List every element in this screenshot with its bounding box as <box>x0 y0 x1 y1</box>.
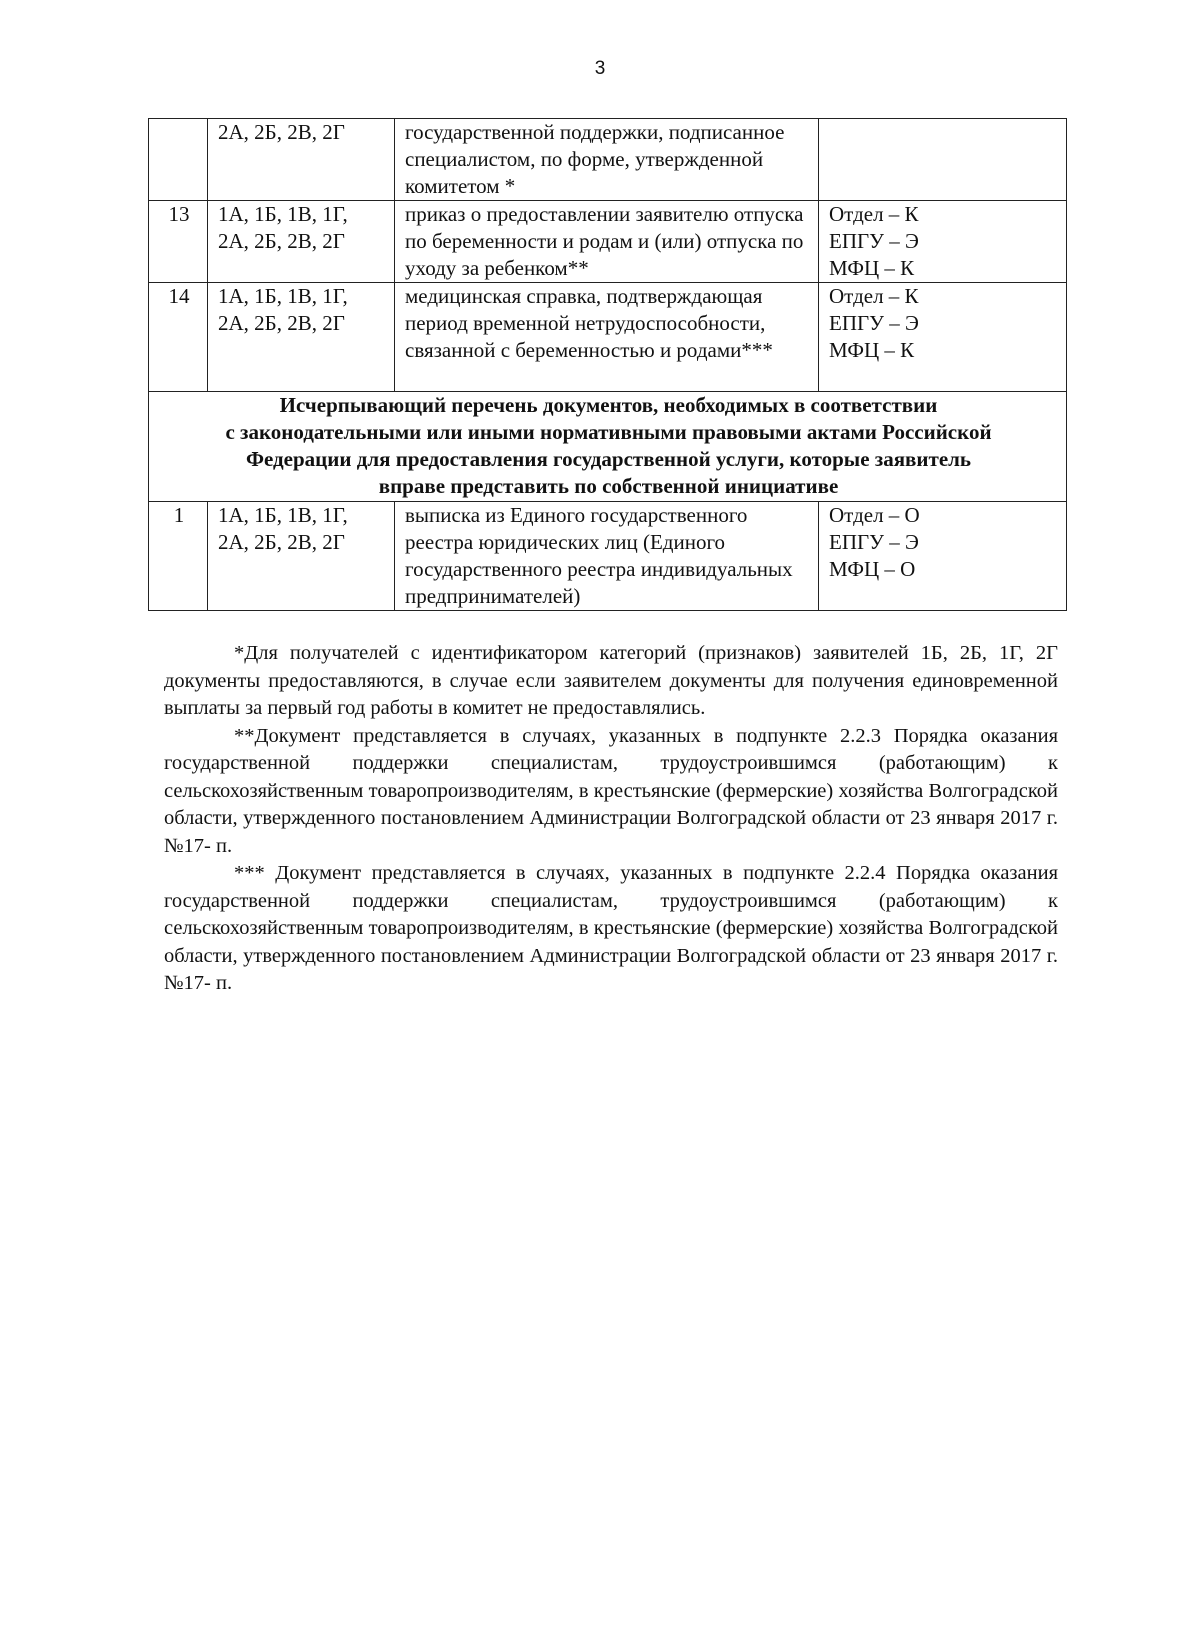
document-name: медицинская справка, подтверждающая период временной нетрудоспособности, связанной с беременностью и родами*** <box>395 283 819 392</box>
section-header: Исчерпывающий перечень документов, необходимых в соответствии с законодательными или иными нормативными правовыми актами Российской Федерации для предоставления государственной услуги, которые заявитель вправе представить по собственной инициативе <box>149 392 1067 502</box>
documents-table <box>148 118 1067 611</box>
document-name: государственной поддержки, подписанное специалистом, по форме, утвержденной комитетом * <box>395 119 819 201</box>
submission-methods <box>819 119 1067 201</box>
row-number: 1 <box>149 502 208 611</box>
page-number: 3 <box>594 58 606 79</box>
document-name: выписка из Единого государственного реестра юридических лиц (Единого государственного реестра индивидуальных предпринимателей) <box>395 502 819 611</box>
applicant-categories: 1А, 1Б, 1В, 1Г, 2А, 2Б, 2В, 2Г <box>208 283 395 392</box>
submission-methods: Отдел – О ЕПГУ – Э МФЦ – О <box>819 502 1067 611</box>
table-row <box>149 201 1067 283</box>
applicant-categories: 1А, 1Б, 1В, 1Г, 2А, 2Б, 2В, 2Г <box>208 502 395 611</box>
row-number <box>149 119 208 201</box>
footnotes <box>164 640 1058 998</box>
table-row <box>149 119 1067 201</box>
footnote-double-asterisk: **Документ представляется в случаях, указанных в подпункте 2.2.3 Порядка оказания государственной поддержки специалистам, трудоустроившимся (работающим) к сельскохозяйственным товаропроизводителям, в крестьянские (фермерские) хозяйства Волгоградской области, утвержденного постановлением Администрации Волгоградской области от 23 января 2017 г. №17- п. <box>164 724 1058 857</box>
document-name: приказ о предоставлении заявителю отпуска по беременности и родам и (или) отпуска по уходу за ребенком** <box>395 201 819 283</box>
table-row <box>149 502 1067 611</box>
applicant-categories: 2А, 2Б, 2В, 2Г <box>208 119 395 201</box>
table-row <box>149 283 1067 392</box>
section-header-row <box>149 392 1067 502</box>
applicant-categories: 1А, 1Б, 1В, 1Г, 2А, 2Б, 2В, 2Г <box>208 201 395 283</box>
row-number: 14 <box>149 283 208 392</box>
footnote-triple-asterisk: *** Документ представляется в случаях, указанных в подпункте 2.2.4 Порядка оказания государственной поддержки специалистам, трудоустроившимся (работающим) к сельскохозяйственным товаропроизводителям, в крестьянские (фермерские) хозяйства Волгоградской области, утвержденного постановлением Администрации Волгоградской области от 23 января 2017 г. №17- п. <box>164 862 1058 994</box>
submission-methods: Отдел – К ЕПГУ – Э МФЦ – К <box>819 201 1067 283</box>
submission-methods: Отдел – К ЕПГУ – Э МФЦ – К <box>819 283 1067 392</box>
footnote-single-asterisk: *Для получателей с идентификатором категорий (признаков) заявителей 1Б, 2Б, 1Г, 2Г документы предоставляются, в случае если заявителем документы для получения единовременной выплаты за первый год работы в комитет не предоставлялись. <box>164 642 1058 719</box>
row-number: 13 <box>149 201 208 283</box>
